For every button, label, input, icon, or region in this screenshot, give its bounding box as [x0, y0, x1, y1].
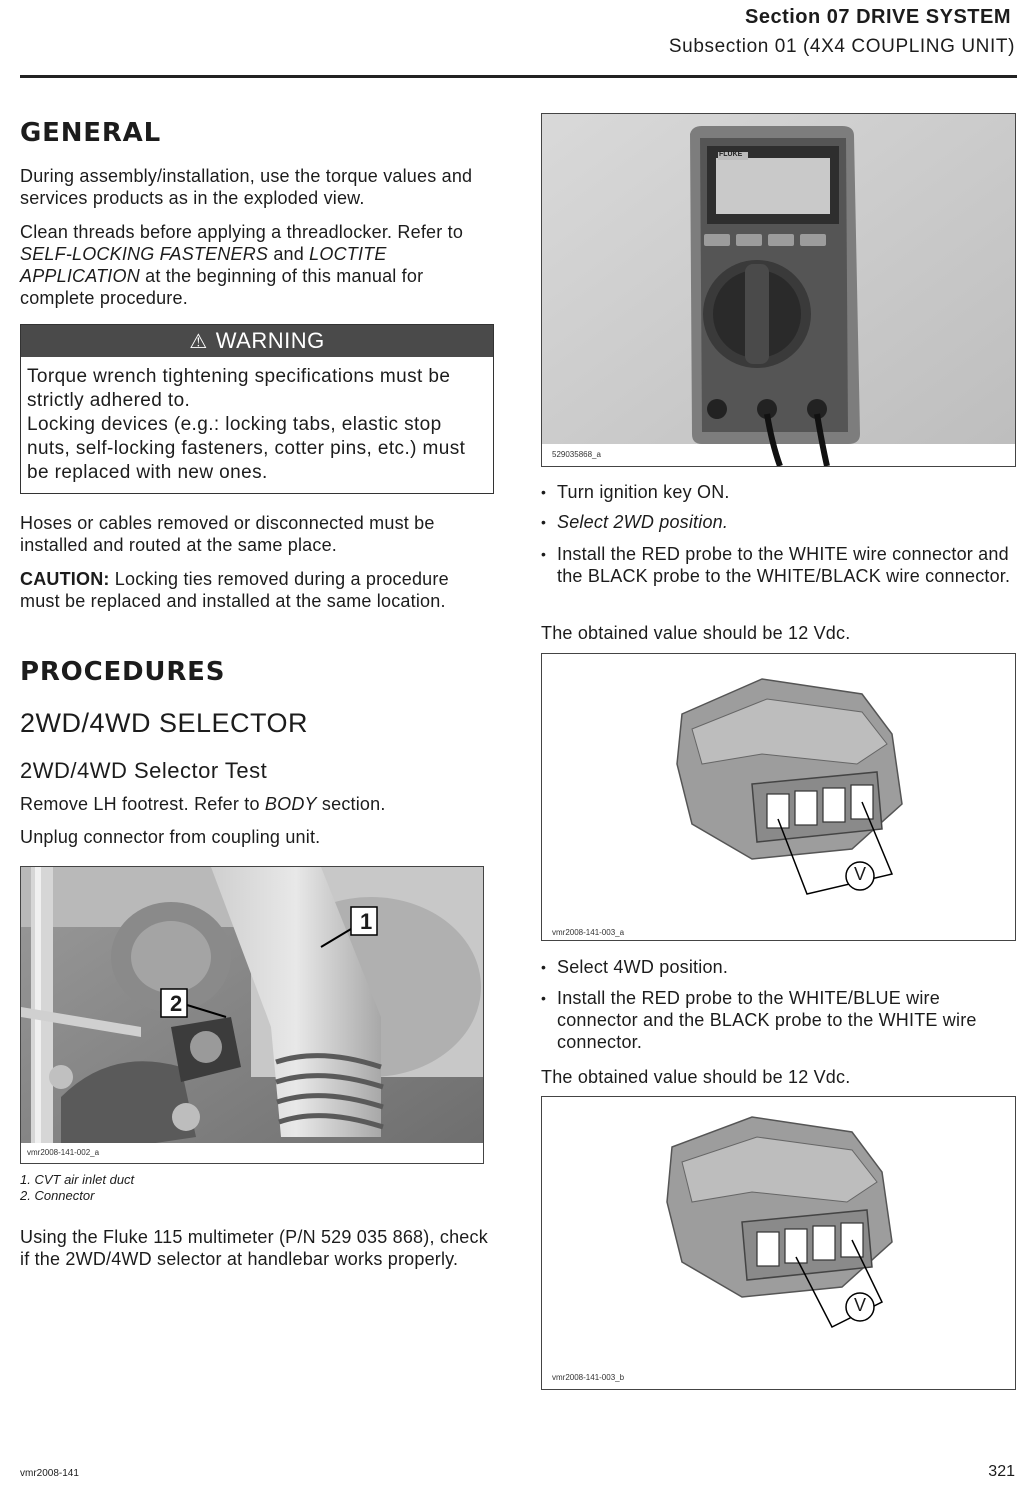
- callout-1: 1: [360, 909, 373, 934]
- list-item: • Select 4WD position.: [541, 957, 729, 977]
- multimeter-photo: [542, 114, 1015, 466]
- result-2wd: The obtained value should be 12 Vdc.: [541, 623, 851, 643]
- hoses-note: Hoses or cables removed or disconnected must be installed and routed at the same place.: [20, 513, 435, 555]
- engine-figure-label: vmr2008-141-002_a: [27, 1148, 100, 1157]
- connector-figure-b-label: vmr2008-141-003_b: [552, 1373, 625, 1382]
- general-paragraph-1: During assembly/installation, use the torque values and services products as in the exploded view.: [20, 166, 473, 208]
- header-divider: [20, 75, 1017, 78]
- procedures-heading: PROCEDURES: [20, 657, 226, 687]
- list-item: • Install the RED probe to the WHITE wire connector and the BLACK probe to the WHITE/BLACK wire connector.: [541, 544, 1011, 586]
- selector-test-heading: 2WD/4WD Selector Test: [20, 758, 268, 783]
- selector-heading: 2WD/4WD SELECTOR: [20, 708, 309, 738]
- warning-text-2: Locking devices (e.g.: locking tabs, elastic stop nuts, self-locking fasteners, cotter pins, etc.) must be replaced with new ones.: [27, 414, 466, 483]
- warning-header: [21, 325, 493, 357]
- multimeter-brand: FLUKE: [719, 151, 743, 158]
- document-id: vmr2008-141: [20, 1468, 79, 1479]
- warning-triangle-icon: ⚠: [189, 331, 208, 353]
- caption-2: 2. Connector: [20, 1188, 95, 1203]
- voltmeter-symbol-b: V: [854, 1295, 867, 1315]
- ref-self-locking-fasteners: SELF-LOCKING FASTENERS: [20, 244, 269, 264]
- ref-body-section: BODY: [264, 794, 317, 814]
- voltmeter-symbol-a: V: [854, 864, 867, 884]
- bullet-icon: •: [541, 990, 547, 1006]
- caption-1: 1. CVT air inlet duct: [20, 1172, 135, 1187]
- caution-note: CAUTION: Locking ties removed during a procedure must be replaced and installed at the same location.: [20, 569, 449, 611]
- ref-loctite-application: LOCTITE APPLICATION: [20, 244, 387, 286]
- subsection-title: Subsection 01 (4X4 COUPLING UNIT): [668, 36, 1015, 57]
- engine-photo: [21, 867, 483, 1163]
- warning-text-1: Torque wrench tightening specifications must be strictly adhered to.: [27, 366, 451, 411]
- warning-box: [20, 324, 494, 494]
- engine-photo-figure: [20, 866, 484, 1164]
- callout-2: 2: [170, 991, 183, 1016]
- general-heading: GENERAL: [20, 118, 161, 148]
- step-unplug-connector: Unplug connector from coupling unit.: [20, 827, 321, 847]
- bullet-icon: •: [541, 546, 547, 562]
- warning-title: WARNING: [215, 328, 325, 353]
- page-number: 321: [988, 1463, 1015, 1480]
- bullet-icon: •: [541, 514, 547, 530]
- multimeter-figure-label: 529035868_a: [552, 450, 601, 459]
- caution-label: CAUTION:: [20, 569, 110, 589]
- list-item: • Turn ignition key ON.: [541, 482, 730, 502]
- list-item: • Install the RED probe to the WHITE/BLUE wire connector and the BLACK probe to the WHITE wire connector.: [541, 988, 977, 1052]
- step-remove-footrest: Remove LH footrest. Refer to BODY section.: [20, 794, 386, 814]
- connector-drawing-b: [542, 1097, 1015, 1389]
- fluke-instructions: Using the Fluke 115 multimeter (P/N 529 035 868), check if the 2WD/4WD selector at handlebar works properly.: [20, 1227, 488, 1269]
- result-4wd: The obtained value should be 12 Vdc.: [541, 1067, 851, 1087]
- list-item: • Select 2WD position.: [541, 512, 729, 532]
- connector-figure-a: [541, 653, 1016, 941]
- connector-figure-b: [541, 1096, 1016, 1390]
- connector-drawing-a: [542, 654, 1015, 940]
- warning-body: [27, 365, 487, 485]
- general-paragraph-2: Clean threads before applying a threadlocker. Refer to SELF-LOCKING FASTENERS and LOCTITE APPLICATION at the beginning of this manual for complete procedure.: [20, 222, 464, 308]
- section-title: Section 07 DRIVE SYSTEM: [744, 6, 1011, 28]
- connector-figure-a-label: vmr2008-141-003_a: [552, 928, 625, 937]
- multimeter-photo-figure: [541, 113, 1016, 467]
- bullet-icon: •: [541, 484, 547, 500]
- bullet-icon: •: [541, 959, 547, 975]
